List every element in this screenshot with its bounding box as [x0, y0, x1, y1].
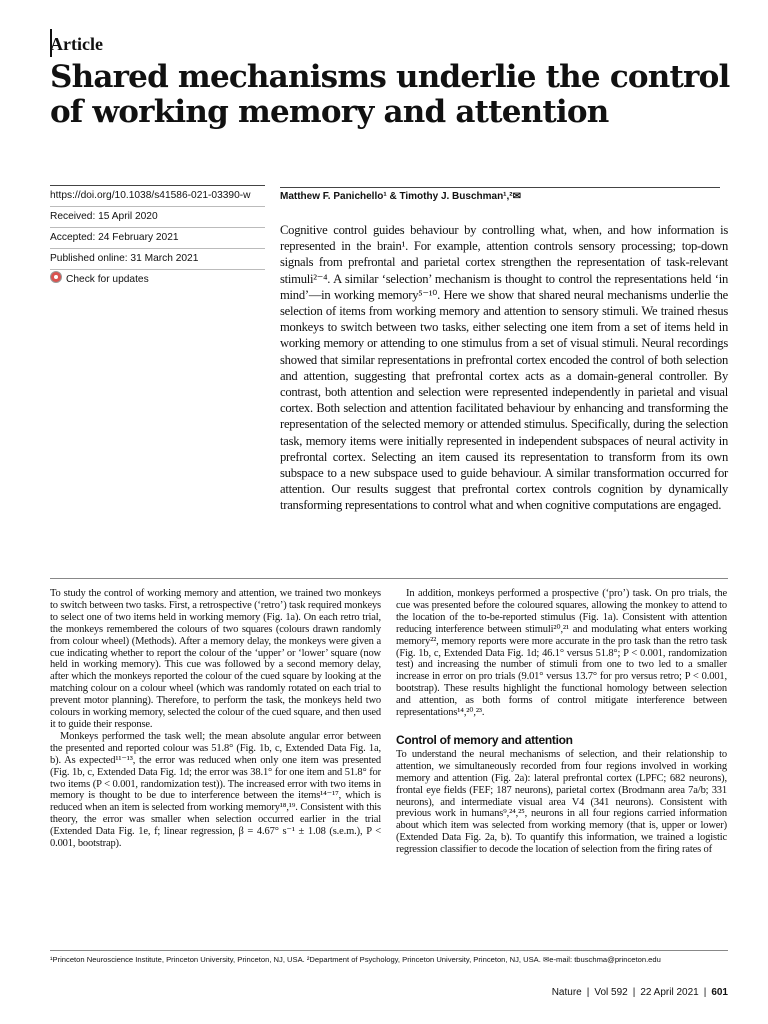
published-date: Published online: 31 March 2021 [50, 249, 265, 270]
check-updates-link[interactable] [50, 270, 265, 290]
accepted-date: Accepted: 24 February 2021 [50, 228, 265, 249]
check-for-updates-icon [50, 271, 62, 283]
body-paragraph: To study the control of working memory and attention, we trained two monkeys to switch between two tasks. First, a retrospective (‘retro’) task required monkeys to select one of two items held in working memory (Fig. 1a). On each retro trial, the monkeys remembered the colours of two squares (colours drawn randomly from colour wheel) (Methods). After a memory delay, the monkeys were given a cue indicating whether to report the colour of the ‘upper’ or ‘lower’ square (now held in working memory). This cue was followed by a second memory delay, after which the monkeys reported the colour of the cued square by looking at the matching colour on a colour wheel (which was randomly rotated on each trial to prevent motor planning). Therefore, to perform the task, the monkeys held two colours in working memory, selected the colour of the cued square, and then used it to guide their response. [50, 588, 381, 730]
body-column-right [396, 588, 727, 856]
affiliations-footnote: ¹Princeton Neuroscience Institute, Princeton University, Princeton, NJ, USA. ²Department of Psychology, Princeton University, Princeton, NJ, USA. ✉e-mail: tbuschma@princeton.edu [50, 955, 661, 964]
issue-date: 22 April 2021 [640, 987, 699, 998]
body-paragraph: In addition, monkeys performed a prospective (‘pro’) task. On pro trials, the cue was presented before the coloured squares, allowing the monkey to attend to the location of the to-be-reported stimulus (Fig. 1a). Consistent with attention reducing interference between stimuli²⁰,²¹ and modulating what enters working memory²², memory reports were more accurate in the pro task than the retro task (Fig. 1b, c, Extended Data Fig. 1d; 46.1° versus 51.8°; P < 0.001, randomization test) and increasing the number of stimuli from one to two led to a smaller increase in error on pro trials (9.01° versus 13.7° for pro versus retro; P < 0.001, bootstrap). These results highlight the functional homology between selection and attention, as both forms of control mitigate interference between representations¹⁴,²⁰,²³. [396, 588, 727, 719]
abstract: Cognitive control guides behaviour by controlling what, when, and how information is represented in the brain¹. For example, attention controls sensory processing; top-down signals from prefrontal and parietal cortex strengthen the representation of task-relevant stimuli²⁻⁴. A similar ‘selection’ mechanism is thought to control the representations held ‘in mind’—in working memory⁵⁻¹⁰. Here we show that shared neural mechanisms underlie the selection of items from working memory and attention to sensory stimuli. We trained rhesus monkeys to switch between two tasks, either selecting one item from a set of items held in working memory or attending to one stimulus from a set of visual stimuli. Neural recordings showed that similar representations in prefrontal cortex encoded the control of both selection and attention, suggesting that prefrontal cortex acts as a domain-general controller. By contrast, both attention and selection were represented independently in parietal and visual cortex. Both selection and attention facilitated behaviour by enhancing and transforming the representation of the selected memory or attended stimulus. Specifically, during the selection task, memory items were initially represented in independent subspaces of neural activity in prefrontal cortex. Selecting an item caused its representation to transform from its own subspace to a new subspace used to guide behaviour. A similar transformation occurred for attention. Our results suggest that prefrontal cortex controls cognition by dynamically transforming representations to control what and when cognitive computations are engaged. [280, 223, 728, 513]
received-date: Received: 15 April 2020 [50, 207, 265, 228]
article-title: Shared mechanisms underlie the control of working memory and attention [50, 59, 730, 130]
body-paragraph: Monkeys performed the task well; the mean absolute angular error between the presented and reported colour was 51.8° (Fig. 1b, c, Extended Data Fig. 1a, b). As expected¹¹⁻¹³, the error was reduced when only one item was presented (Fig. 1b, c, Extended Data Fig. 1d; the error was 38.1° for one item and 51.8° for two items (P < 0.001, randomization test)). The increased error with two items in memory is thought to be due to interference between the items¹⁴⁻¹⁷, which is reduced when an item is selected from working memory¹⁸,¹⁹. Consistent with this theory, the error was smaller when selection occurred earlier in the trial (Extended Data Fig. 1e, f; linear regression, β = 4.67° s⁻¹ ± 1.08 (s.e.m.), P < 0.001, bootstrap). [50, 730, 381, 850]
body-paragraph: To understand the neural mechanisms of selection, and their relationship to attention, we simultaneously recorded from four regions involved in working memory and attention (Fig. 2a): lateral prefrontal cortex (LPFC; 682 neurons), frontal eye fields (FEF; 187 neurons), parietal cortex (Brodmann area 7a/b; 331 neurons), and intermediate visual area V4 (341 neurons). Consistent with previous work in humans⁹,²⁴,²⁵, neurons in all four regions carried information about which item was selected from working memory (that is, upper or lower) (Extended Data Fig. 2a, b). To quantify this information, we trained a logistic regression classifier to decode the location of selection from the firing rates of [396, 748, 727, 856]
section-heading: Control of memory and attention [396, 732, 573, 747]
section-divider [50, 578, 728, 579]
body-column-left [50, 588, 381, 850]
check-updates-label: Check for updates [66, 274, 149, 285]
article-type-label: Article [50, 34, 103, 54]
page-footer: Nature | Vol 592 | 22 April 2021 | 601 [551, 987, 728, 998]
author-list: Matthew F. Panichello¹ & Timothy J. Buschman¹,²✉ [280, 187, 720, 202]
footnote-divider [50, 950, 728, 951]
page-number: 601 [711, 987, 728, 998]
journal-name: Nature [551, 987, 582, 998]
article-metadata [50, 185, 265, 290]
volume: Vol 592 [594, 987, 628, 998]
doi-link[interactable]: https://doi.org/10.1038/s41586-021-03390-w [50, 185, 265, 207]
